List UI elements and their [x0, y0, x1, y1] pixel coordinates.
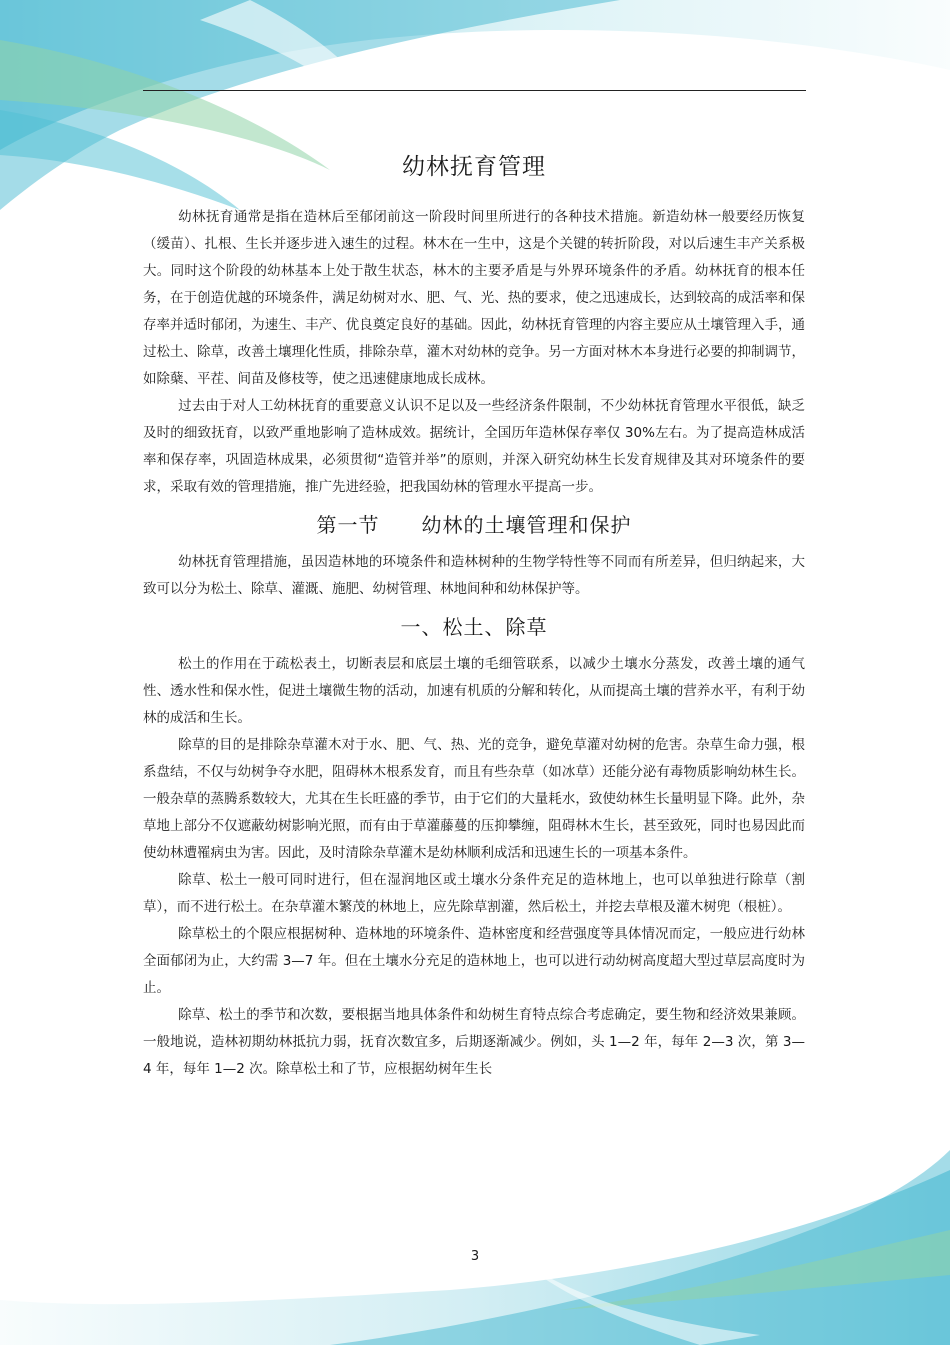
intro-paragraph: 幼林抚育通常是指在造林后至郁闭前这一阶段时间里所进行的各种技术措施。新造幼林一般要经历恢复（缓苗）、扎根、生长并逐步进入速生的过程。林木在一生中，这是个关键的转折阶段，对以后速生丰产关系极大。同时这个阶段的幼林基本上处于散生状态，林木的主要矛盾是与外界环境条件的矛盾。幼林抚育的根本任务，在于创造优越的环境条件，满足幼树对水、肥、气、光、热的要求，使之迅速成长，达到较高的成活率和保存率并适时郁闭，为速生、丰产、优良奠定良好的基础。因此，幼林抚育管理的内容主要应从土壤管理入手，通过松土、除草，改善土壤理化性质，排除杂草，灌木对幼林的竞争。另一方面对林木本身进行必要的抑制调节，如除蘖、平茬、间苗及修枝等，使之迅速健康地成长成林。: [143, 209, 805, 387]
subsection-paragraph: 松土的作用在于疏松表土，切断表层和底层土壤的毛细管联系，以减少土壤水分蒸发，改善土壤的通气性、透水性和保水性，促进土壤微生物的活动，加速有机质的分解和转化，从而提高土壤的营养水平，有利于幼林的成活和生长。: [143, 656, 805, 726]
subsection-paragraph: 除草松土的个限应根据树种、造林地的环境条件、造林密度和经营强度等具体情况而定，一般应进行幼林全面郁闭为止，大约需 3—7 年。但在土壤水分充足的造林地上，也可以进行动幼树高度超大型过草层高度时为止。: [143, 926, 805, 996]
subsection-paragraph: 除草、松土的季节和次数，要根据当地具体条件和幼树生育特点综合考虑确定，要生物和经济效果兼顾。一般地说，造林初期幼林抵抗力弱，抚育次数宜多，后期逐渐减少。例如，头 1—2 年，每年 2—3 次，第 3—4 年，每年 1—2 次。除草松土和了节，应根据幼树年生长: [143, 1007, 805, 1077]
subsection-paragraph: 除草、松土一般可同时进行，但在湿润地区或土壤水分条件充足的造林地上，也可以单独进行除草（割草），而不进行松土。在杂草灌木繁茂的林地上，应先除草割灌，然后松土，并挖去草根及灌木树兜（根桩）。: [143, 872, 805, 915]
intro-paragraph: 过去由于对人工幼林抚育的重要意义认识不足以及一些经济条件限制，不少幼林抚育管理水平很低，缺乏及时的细致抚育，以致严重地影响了造林成效。据统计，全国历年造林保存率仅 30%左右。为了提高造林成活率和保存率，巩固造林成果，必须贯彻“造管并举”的原则，并深入研究幼林生长发育规律及其对环境条件的要求，采取有效的管理措施，推广先进经验，把我国幼林的管理水平提高一步。: [143, 398, 805, 495]
subsection-heading: 一、松土、除草: [400, 615, 548, 639]
section-heading: 第一节 幼林的土壤管理和保护: [316, 513, 632, 537]
document-body: [143, 150, 805, 1083]
document-title: 幼林抚育管理: [402, 154, 546, 180]
section-paragraph: 幼林抚育管理措施，虽因造林地的环境条件和造林树种的生物学特性等不同而有所差异，但归纳起来，大致可以分为松土、除草、灌溉、施肥、幼树管理、林地间种和幼林保护等。: [143, 554, 805, 597]
header-rule: [143, 90, 806, 91]
subsection-paragraph: 除草的目的是排除杂草灌木对于水、肥、气、热、光的竞争，避免草灌对幼树的危害。杂草生命力强，根系盘结，不仅与幼树争夺水肥，阻碍林木根系发育，而且有些杂草（如冰草）还能分泌有毒物质影响幼林生长。一般杂草的蒸腾系数较大，尤其在生长旺盛的季节，由于它们的大量耗水，致使幼林生长量明显下降。此外，杂草地上部分不仅遮蔽幼树影响光照，而有由于草灌藤蔓的压抑攀缠，阻碍林木生长，甚至致死，同时也易因此而使幼林遭罹病虫为害。因此，及时清除杂草灌木是幼林顺利成活和迅速生长的一项基本条件。: [143, 737, 805, 861]
page-number: 3: [470, 1249, 480, 1264]
